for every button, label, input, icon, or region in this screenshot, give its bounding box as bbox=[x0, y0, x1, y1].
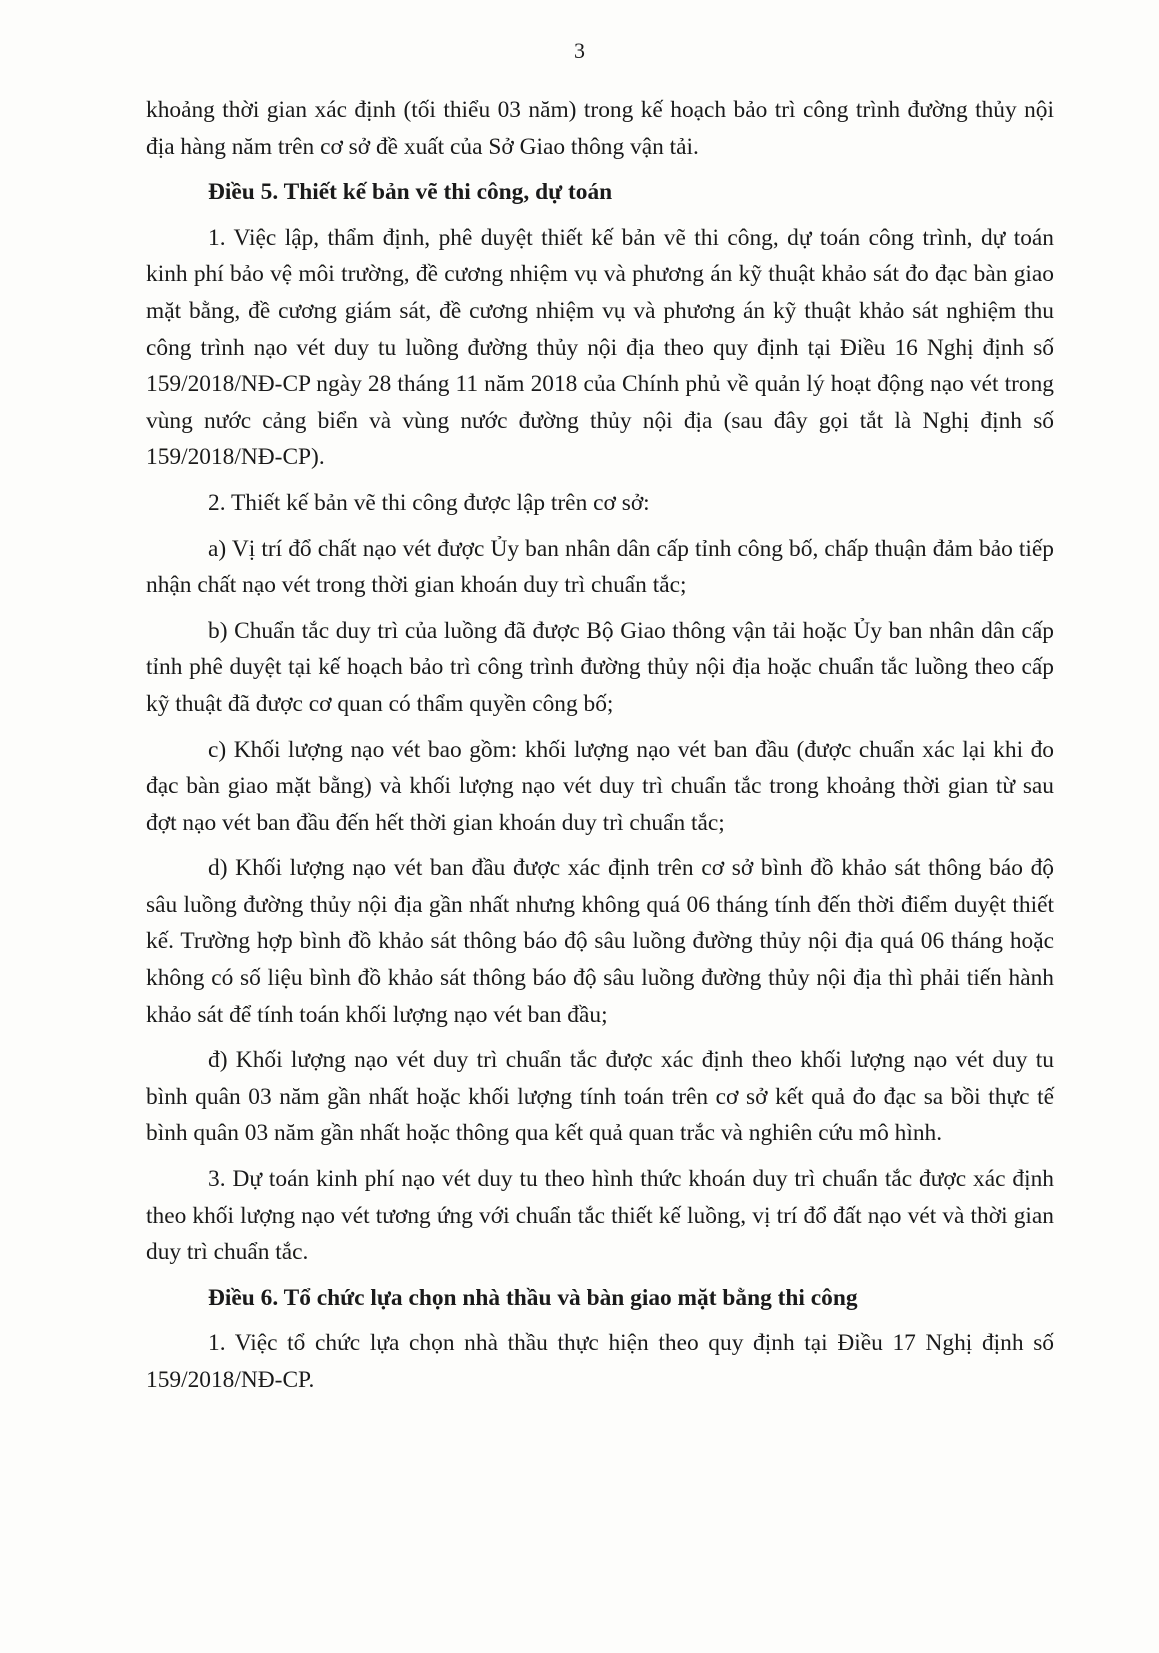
article-5-item-c: c) Khối lượng nạo vét bao gồm: khối lượng nạo vét ban đầu (được chuẩn xác lại khi đo đạc bàn giao mặt bằng) và khối lượng nạo vét duy trì chuẩn tắc trong khoảng thời gian từ sau đợt nạo vét ban đầu đến hết thời gian khoán duy trì chuẩn tắc; bbox=[146, 736, 1054, 836]
page-number: 3 bbox=[574, 38, 585, 63]
article-5-clause-1: 1. Việc lập, thẩm định, phê duyệt thiết kế bản vẽ thi công, dự toán công trình, dự toán kinh phí bảo vệ môi trường, đề cương nhiệm vụ và phương án kỹ thuật khảo sát đo đạc bàn giao mặt bằng, đề cương giám sát, đề cương nhiệm vụ và phương án kỹ thuật khảo sát nghiệm thu công trình nạo vét duy tu luồng đường thủy nội địa theo quy định tại Điều 16 Nghị định số 159/2018/NĐ-CP ngày 28 tháng 11 năm 2018 của Chính phủ về quản lý hoạt động nạo vét trong vùng nước cảng biển và vùng nước đường thủy nội địa (sau đây gọi tắt là Nghị định số 159/2018/NĐ-CP). bbox=[146, 224, 1054, 471]
document-body bbox=[146, 92, 1054, 1399]
article-5-item-d: d) Khối lượng nạo vét ban đầu được xác định trên cơ sở bình đồ khảo sát thông báo độ sâu luồng đường thủy nội địa gần nhất nhưng không quá 06 tháng tính đến thời điểm duyệt thiết kế. Trường hợp bình đồ khảo sát thông báo độ sâu luồng đường thủy nội địa quá 06 tháng hoặc không có số liệu bình đồ khảo sát thông báo độ sâu luồng đường thủy nội địa thì phải tiến hành khảo sát để tính toán khối lượng nạo vét ban đầu; bbox=[146, 855, 1054, 1028]
article-5-heading: Điều 5. Thiết kế bản vẽ thi công, dự toán bbox=[208, 179, 613, 206]
article-5-clause-3: 3. Dự toán kinh phí nạo vét duy tu theo hình thức khoán duy trì chuẩn tắc được xác định theo khối lượng nạo vét tương ứng với chuẩn tắc thiết kế luồng, vị trí đổ đất nạo vét và thời gian duy trì chuẩn tắc. bbox=[146, 1166, 1054, 1266]
article-5-item-dd: đ) Khối lượng nạo vét duy trì chuẩn tắc được xác định theo khối lượng nạo vét duy tu bình quân 03 năm gần nhất hoặc khối lượng tính toán trên cơ sở kết quả đo đạc sa bồi thực tế bình quân 03 năm gần nhất hoặc thông qua kết quả quan trắc và nghiên cứu mô hình. bbox=[146, 1047, 1054, 1147]
article-6-clause-1: 1. Việc tổ chức lựa chọn nhà thầu thực hiện theo quy định tại Điều 17 Nghị định số 159/2018/NĐ-CP. bbox=[146, 1330, 1054, 1393]
article-5-clause-2: 2. Thiết kế bản vẽ thi công được lập trên cơ sở: bbox=[208, 489, 650, 516]
article-6-heading: Điều 6. Tổ chức lựa chọn nhà thầu và bàn giao mặt bằng thi công bbox=[208, 1284, 858, 1311]
article-5-item-a: a) Vị trí đổ chất nạo vét được Ủy ban nhân dân cấp tỉnh công bố, chấp thuận đảm bảo tiếp nhận chất nạo vét trong thời gian khoán duy trì chuẩn tắc; bbox=[146, 535, 1054, 599]
continued-paragraph: khoảng thời gian xác định (tối thiểu 03 năm) trong kế hoạch bảo trì công trình đường thủy nội địa hàng năm trên cơ sở đề xuất của Sở Giao thông vận tải. bbox=[146, 97, 1054, 160]
article-5-item-b: b) Chuẩn tắc duy trì của luồng đã được Bộ Giao thông vận tải hoặc Ủy ban nhân dân cấp tỉnh phê duyệt tại kế hoạch bảo trì công trình đường thủy nội địa hoặc chuẩn tắc luồng theo cấp kỹ thuật đã được cơ quan có thẩm quyền công bố; bbox=[146, 617, 1054, 717]
